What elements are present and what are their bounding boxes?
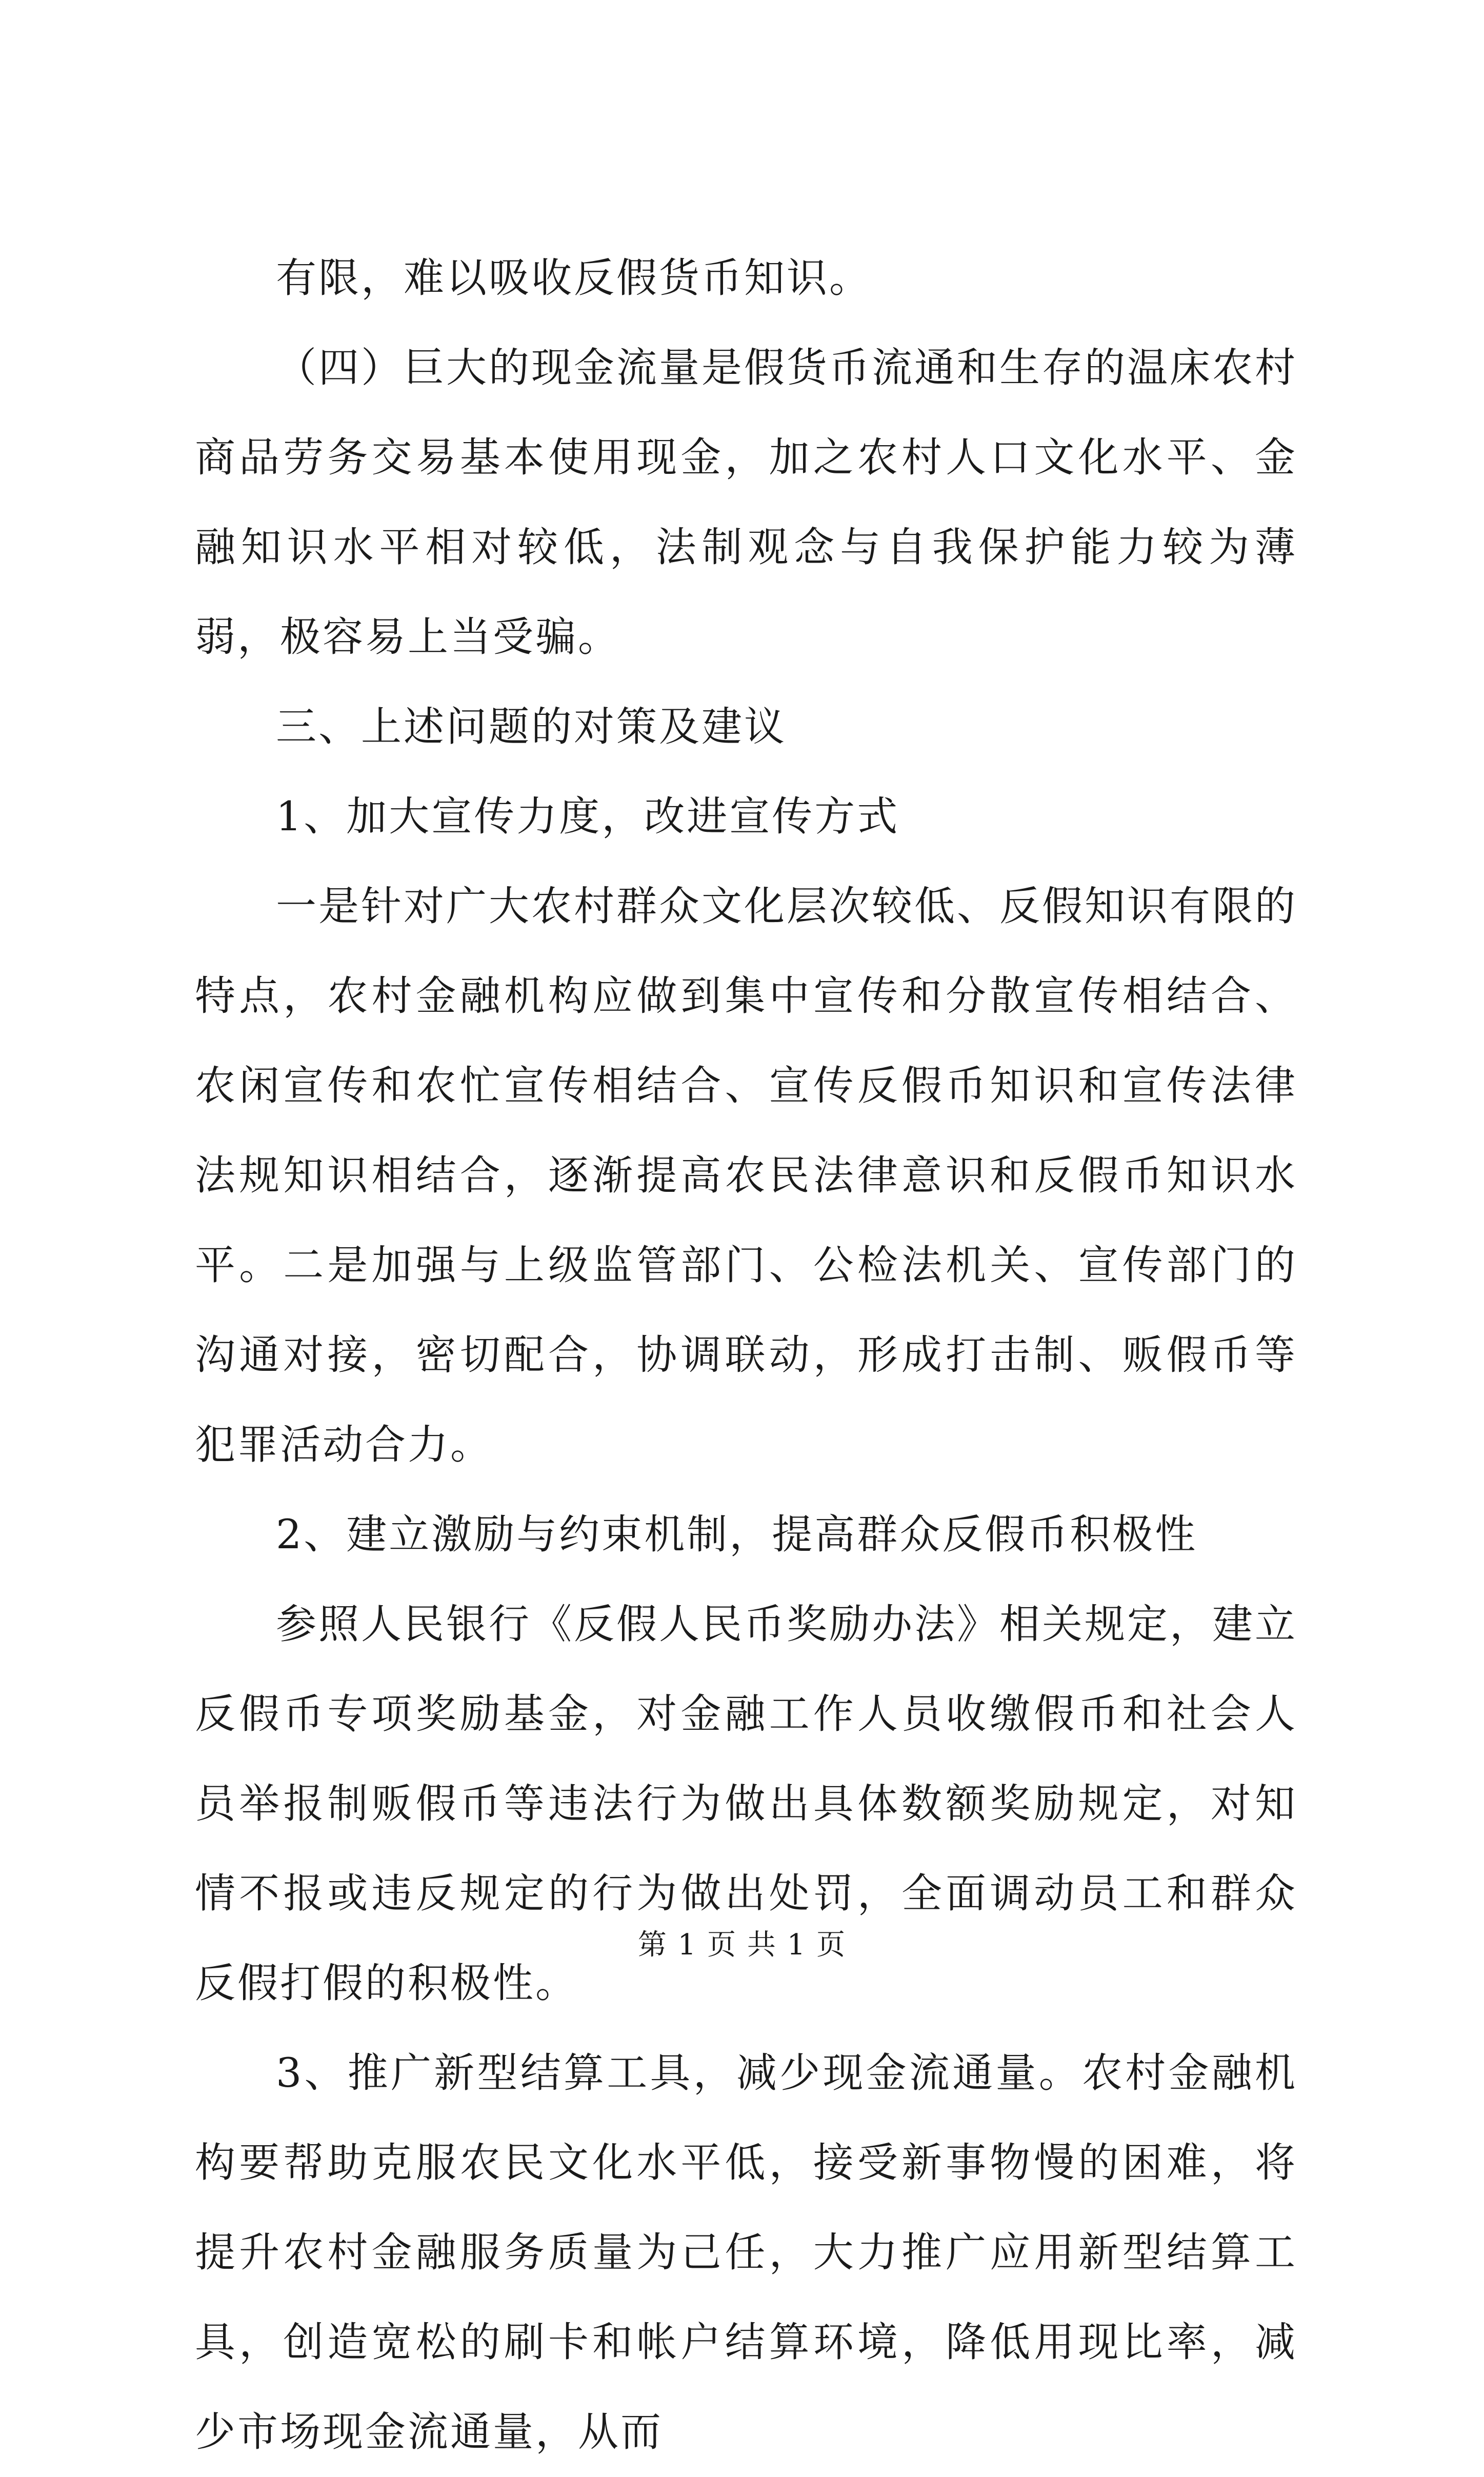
paragraph-publicity: 一是针对广大农村群众文化层次较低、反假知识有限的特点，农村金融机构应做到集中宣传和分散宣传相结合、农闲宣传和农忙宣传相结合、宣传反假币知识和宣传法律法规知识相结合，逐渐提高农民法律意识和反假币知识水平。二是加强与上级监管部门、公检法机关、宣传部门的沟通对接，密切配合，协调联动，形成打击制、贩假币等犯罪活动合力。 bbox=[195, 883, 1297, 1468]
paragraph-section-four: （四）巨大的现金流量是假货币流通和生存的温床农村商品劳务交易基本使用现金，加之农村人口文化水平、金融知识水平相对较低，法制观念与自我保护能力较为薄弱，极容易上当受骗。 bbox=[195, 344, 1297, 661]
section-heading-three: 三、上述问题的对策及建议 bbox=[276, 703, 787, 750]
subheading-one: 1、加大宣传力度，改进宣传方式 bbox=[276, 793, 900, 840]
paragraph-settlement-tools: 3、推广新型结算工具，减少现金流通量。农村金融机构要帮助克服农民文化水平低，接受新事物慢的困难，将提升农村金融服务质量为己任，大力推广应用新型结算工具，创造宽松的刷卡和帐户结算环境，降低用现比率，减少市场现金流通量，从而 bbox=[195, 2049, 1297, 2455]
paragraph-incentives: 参照人民银行《反假人民币奖励办法》相关规定，建立反假币专项奖励基金，对金融工作人员收缴假币和社会人员举报制贩假币等违法行为做出具体数额奖励规定，对知情不报或违反规定的行为做出处罚，全面调动员工和群众反假打假的积极性。 bbox=[195, 1601, 1297, 2007]
subheading-two: 2、建立激励与约束机制，提高群众反假币积极性 bbox=[276, 1511, 1198, 1558]
page-number-footer: 第 1 页 共 1 页 bbox=[637, 1928, 847, 1962]
document-body bbox=[195, 233, 1297, 2477]
paragraph-continuation: 有限，难以吸收反假货币知识。 bbox=[276, 254, 872, 302]
